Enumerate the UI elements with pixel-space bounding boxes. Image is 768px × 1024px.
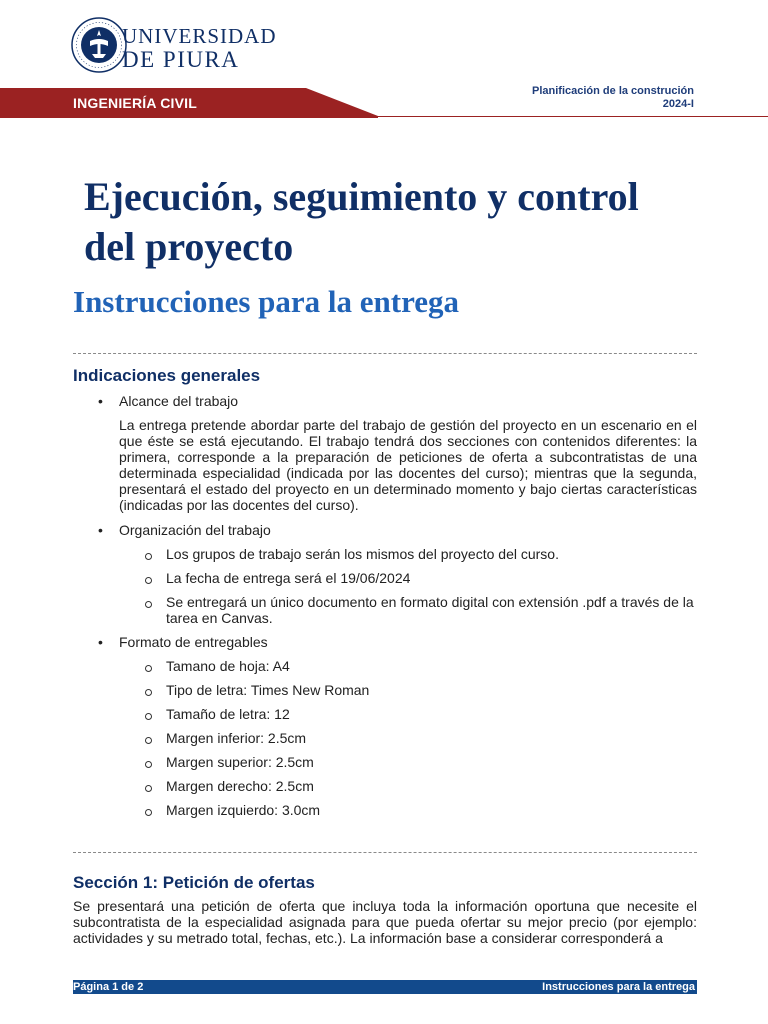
sub-list-item: Los grupos de trabajo serán los mismos del proyecto del curso. <box>73 546 697 562</box>
header-rule <box>376 116 768 117</box>
divider <box>73 852 697 853</box>
university-seal-icon <box>70 16 128 74</box>
university-logo <box>70 14 277 78</box>
sub-list-item: La fecha de entrega será el 19/06/2024 <box>73 570 697 586</box>
circle-bullet-icon <box>145 785 152 792</box>
footer-doc-title: Instrucciones para la entrega <box>542 981 695 993</box>
item-label: Alcance del trabajo <box>119 393 239 409</box>
sub-list-item: Margen inferior: 2.5cm <box>73 730 697 746</box>
section1-paragraph: Se presentará una petición de oferta que incluya toda la información oportuna que necesite el subcontratista de la especialidad asignada para que pueda ofertar su mejor precio (por ejemplo: actividades y su metrado total, fechas, etc.). La información base a considerar corresponderá a <box>73 898 697 946</box>
circle-bullet-icon <box>145 689 152 696</box>
circle-bullet-icon <box>145 665 152 672</box>
bullet-icon: • <box>98 522 103 538</box>
circle-bullet-icon <box>145 761 152 768</box>
course-name: Planificación de la construción <box>532 85 694 97</box>
sub-list-item: Margen derecho: 2.5cm <box>73 778 697 794</box>
scope-paragraph: La entrega pretende abordar parte del trabajo de gestión del proyecto en un escenario en el que éste se está ejecutando. El trabajo tendrá dos secciones con contenidos diferentes: la primera, corresponde a la preparación de peticiones de oferta a subcontratistas de una determinada especialidad (indicada por las docentes del curso); mientras que la segunda, presentará el estado del proyecto en un determinado momento y bajo ciertas características (indicadas por las docentes del curso). <box>119 417 697 513</box>
circle-bullet-icon <box>145 601 152 608</box>
general-content <box>73 393 697 826</box>
sub-list-item: Se entregará un único documento en formato digital con extensión .pdf a través de la tarea en Canvas. <box>73 594 697 626</box>
logo-text-line1: UNIVERSIDAD <box>122 24 277 48</box>
section1-heading: Sección 1: Petición de ofertas <box>73 873 315 892</box>
item-label: Organización del trabajo <box>119 522 271 538</box>
sub-list-item: Margen superior: 2.5cm <box>73 754 697 770</box>
divider <box>73 353 697 354</box>
page-title: Ejecución, seguimiento y control del proyecto <box>84 174 639 269</box>
circle-bullet-icon <box>145 809 152 816</box>
logo-text-line2: DE PIURA <box>122 47 240 72</box>
course-info <box>532 85 694 111</box>
page-number: Página 1 de 2 <box>73 981 144 993</box>
item-label: Formato de entregables <box>119 634 268 650</box>
bullet-icon: • <box>98 393 103 409</box>
circle-bullet-icon <box>145 713 152 720</box>
page-footer <box>73 980 697 994</box>
circle-bullet-icon <box>145 737 152 744</box>
department-label: INGENIERÍA CIVIL <box>73 95 198 111</box>
list-item <box>73 522 697 538</box>
list-item <box>73 634 697 650</box>
sub-list-item: Tamano de hoja: A4 <box>73 658 697 674</box>
sub-list-item: Tamaño de letra: 12 <box>73 706 697 722</box>
circle-bullet-icon <box>145 553 152 560</box>
sub-list-item: Margen izquierdo: 3.0cm <box>73 802 697 818</box>
page-subtitle: Instrucciones para la entrega <box>73 284 460 319</box>
general-heading: Indicaciones generales <box>73 366 261 385</box>
list-item <box>73 393 697 409</box>
bullet-icon: • <box>98 634 103 650</box>
sub-list-item: Tipo de letra: Times New Roman <box>73 682 697 698</box>
course-term: 2024-I <box>662 98 694 110</box>
circle-bullet-icon <box>145 577 152 584</box>
